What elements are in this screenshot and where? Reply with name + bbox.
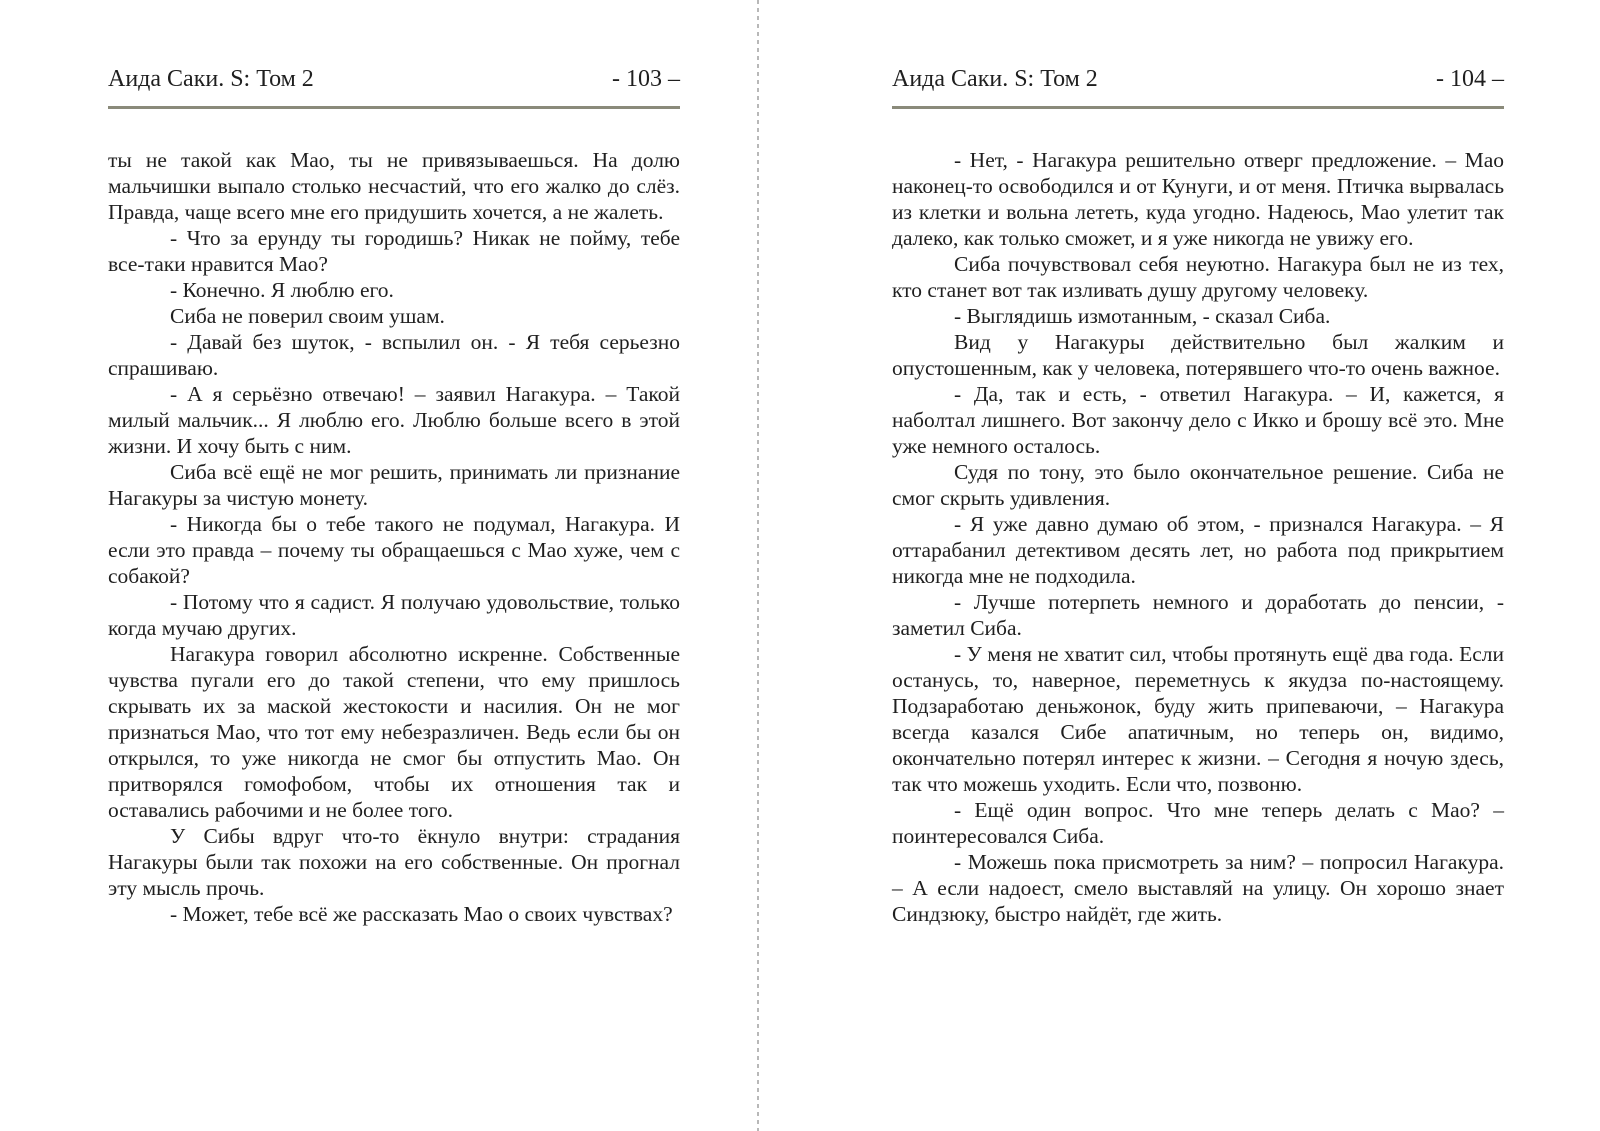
paragraph: Сиба почувствовал себя неуютно. Нагакура был не из тех, кто станет вот так изливать душу другому человеку. [892,252,1504,302]
paragraph: - Может, тебе всё же рассказать Мао о своих чувствах? [170,902,673,926]
paragraph: - Можешь пока присмотреть за ним? – попросил Нагакура. – А если надоест, смело выставляй на улицу. Он хорошо знает Синдзюку, быстро найдёт, где жить. [892,850,1504,926]
paragraph: Сиба всё ещё не мог решить, принимать ли признание Нагакуры за чистую монету. [108,460,680,510]
page-104-header [892,64,1504,94]
header-rule [108,106,680,109]
paragraph: Судя по тону, это было окончательное решение. Сиба не смог скрыть удивления. [892,460,1504,510]
paragraph: Сиба не поверил своим ушам. [170,304,445,328]
running-title: Аида Саки. S: Том 2 [108,66,314,92]
paragraph: Нагакура говорил абсолютно искренне. Собственные чувства пугали его до такой степени, что ему пришлось скрывать их за маской жестокости и насилия. Он не мог признаться Мао, что тот ему небезразличен. Ведь если бы он открылся, то уже никогда не смог бы отпустить Мао. Он притворялся гомофобом, чтобы их отношения так и оставались рабочими и не более того. [108,642,680,822]
paragraph: - У меня не хватит сил, чтобы протянуть ещё два года. Если останусь, то, наверное, переметнусь к якудза по-настоящему. Подзаработаю деньжонок, буду жить припеваючи, – Нагакура всегда казался Сибе апатичным, но теперь он, видимо, окончательно потерял интерес к жизни. – Сегодня я ночую здесь, так что можешь уходить. Если что, позвоню. [892,642,1504,796]
running-title: Аида Саки. S: Том 2 [892,66,1098,92]
paragraph: - Что за ерунду ты городишь? Никак не пойму, тебе все-таки нравится Мао? [108,226,680,276]
page-103-body [108,147,680,927]
paragraph: - А я серьёзно отвечаю! – заявил Нагакура. – Такой милый мальчик... Я люблю его. Люблю больше всего в этой жизни. И хочу быть с ним. [108,382,680,458]
paragraph: - Конечно. Я люблю его. [170,278,394,302]
page-104-body [892,147,1504,927]
page-divider-dashed-line [757,0,759,1131]
paragraph: ты не такой как Мао, ты не привязываешься. На долю мальчишки выпало столько несчастий, что его жалко до слёз. Правда, чаще всего мне его придушить хочется, а не жалеть. [108,148,680,224]
page-104 [892,0,1504,927]
paragraph: - Да, так и есть, - ответил Нагакура. – И, кажется, я наболтал лишнего. Вот закончу дело с Икко и брошу всё это. Мне уже немного осталось. [892,382,1504,458]
page-103 [108,0,680,927]
paragraph: - Никогда бы о тебе такого не подумал, Нагакура. И если это правда – почему ты обращаешься с Мао хуже, чем с собакой? [108,512,680,588]
paragraph: - Лучше потерпеть немного и доработать до пенсии, - заметил Сиба. [892,590,1504,640]
page-103-header [108,64,680,94]
paragraph: - Потому что я садист. Я получаю удовольствие, только когда мучаю других. [108,590,680,640]
paragraph: - Я уже давно думаю об этом, - признался Нагакура. – Я оттарабанил детективом десять лет, но работа под прикрытием никогда мне не подходила. [892,512,1504,588]
page-number: - 104 – [1436,66,1504,92]
header-rule [892,106,1504,109]
paragraph: Вид у Нагакуры действительно был жалким и опустошенным, как у человека, потерявшего что-то очень важное. [892,330,1504,380]
page-number: - 103 – [612,66,680,92]
paragraph: - Давай без шуток, - вспылил он. - Я тебя серьезно спрашиваю. [108,330,680,380]
paragraph: - Нет, - Нагакура решительно отверг предложение. – Мао наконец-то освободился и от Кунуги, и от меня. Птичка вырвалась из клетки и вольна лететь, куда угодно. Надеюсь, Мао улетит так далеко, как только сможет, и я уже никогда не увижу его. [892,148,1504,250]
paragraph: - Выглядишь измотанным, - сказал Сиба. [954,304,1331,328]
paragraph: У Сибы вдруг что-то ёкнуло внутри: страдания Нагакуры были так похожи на его собственные. Он прогнал эту мысль прочь. [108,824,680,900]
paragraph: - Ещё один вопрос. Что мне теперь делать с Мао? – поинтересовался Сиба. [892,798,1504,848]
